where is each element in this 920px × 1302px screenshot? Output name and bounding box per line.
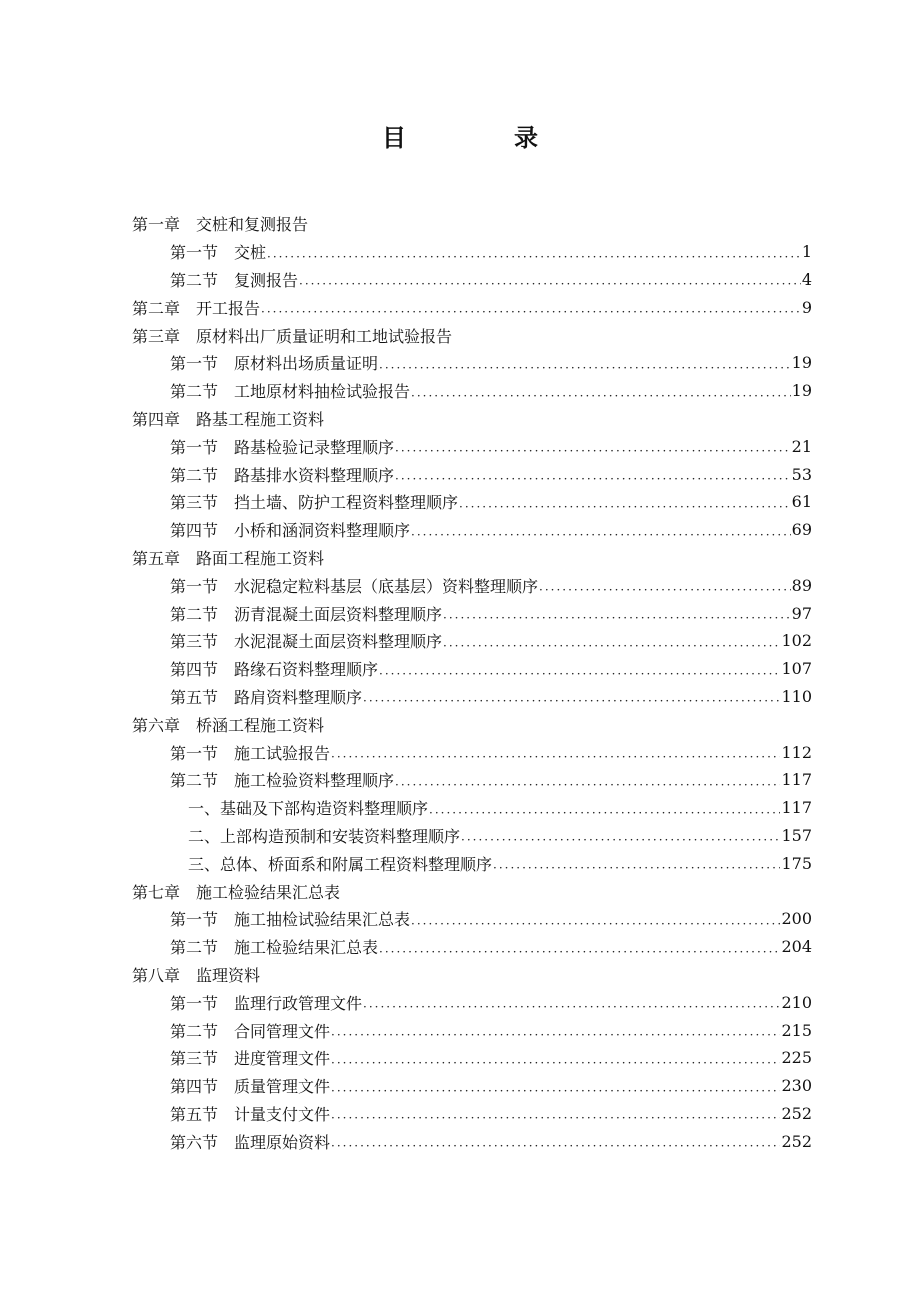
toc-entry-label: 第二节 — [170, 1021, 219, 1041]
toc-entry-label: 第四节 — [170, 660, 219, 680]
toc-entry-heading — [170, 1074, 330, 1097]
table-of-contents — [132, 210, 812, 1155]
toc-page-number: 252 — [781, 1131, 812, 1151]
toc-chapter-entry[interactable] — [132, 293, 812, 321]
toc-chapter-entry[interactable] — [132, 961, 812, 989]
toc-chapter-entry[interactable] — [132, 544, 812, 572]
toc-entry-text: 原材料出厂质量证明和工地试验报告 — [196, 326, 453, 346]
toc-section-entry[interactable] — [132, 488, 812, 516]
toc-leader-dots — [411, 385, 791, 401]
toc-leader-dots — [331, 746, 780, 762]
toc-entry-label: 第四节 — [170, 521, 219, 541]
toc-entry-heading — [170, 574, 538, 597]
toc-entry-heading — [188, 852, 492, 875]
toc-entry-text: 计量支付文件 — [234, 1104, 331, 1124]
toc-page-number: 19 — [791, 353, 812, 373]
toc-entry-heading — [170, 741, 330, 764]
toc-entry-text: 水泥稳定粒料基层（底基层）资料整理顺序 — [234, 576, 539, 596]
toc-entry-text: 基础及下部构造资料整理顺序 — [220, 799, 429, 819]
toc-page-number: 112 — [781, 742, 812, 762]
toc-entry-text: 施工抽检试验结果汇总表 — [234, 910, 411, 930]
toc-entry-label: 第二节 — [170, 465, 219, 485]
toc-section-entry[interactable] — [132, 349, 812, 377]
toc-entry-label: 第一节 — [170, 993, 219, 1013]
toc-page-number: 1 — [801, 242, 812, 262]
toc-entry-text: 合同管理文件 — [234, 1021, 331, 1041]
toc-entry-label: 第一节 — [170, 910, 219, 930]
toc-page-number: 157 — [781, 825, 812, 845]
toc-entry-label: 第二章 — [132, 298, 181, 318]
toc-page-number: 225 — [781, 1048, 812, 1068]
toc-chapter-entry[interactable] — [132, 710, 812, 738]
toc-entry-heading — [170, 268, 298, 291]
toc-leader-dots — [539, 579, 791, 595]
toc-section-entry[interactable] — [132, 377, 812, 405]
toc-page-number: 175 — [781, 853, 812, 873]
toc-entry-label: 第三节 — [170, 493, 219, 513]
toc-entry-heading — [170, 991, 362, 1014]
toc-entry-text: 交桩和复测报告 — [196, 215, 309, 235]
toc-subsection-entry[interactable] — [132, 822, 812, 850]
toc-entry-heading — [170, 351, 378, 374]
toc-chapter-entry[interactable] — [132, 877, 812, 905]
toc-entry-label: 第五节 — [170, 1104, 219, 1124]
toc-entry-text: 路肩资料整理顺序 — [234, 687, 363, 707]
toc-leader-dots — [379, 663, 780, 679]
toc-entry-label: 第四章 — [132, 409, 181, 429]
toc-leader-dots — [261, 301, 801, 317]
toc-entry-label: 第七章 — [132, 882, 181, 902]
toc-section-entry[interactable] — [132, 432, 812, 460]
toc-section-entry[interactable] — [132, 905, 812, 933]
toc-chapter-entry[interactable] — [132, 405, 812, 433]
toc-entry-label: 第二节 — [170, 270, 219, 290]
toc-page-number: 200 — [781, 909, 812, 929]
toc-leader-dots — [395, 468, 791, 484]
toc-entry-text: 质量管理文件 — [234, 1077, 331, 1097]
toc-entry-label: 第六章 — [132, 715, 181, 735]
toc-section-entry[interactable] — [132, 655, 812, 683]
page-title: 目 录 — [382, 123, 580, 152]
toc-entry-label: 三、 — [188, 854, 221, 874]
toc-section-entry[interactable] — [132, 238, 812, 266]
toc-leader-dots — [429, 802, 780, 818]
toc-entry-text: 沥青混凝土面层资料整理顺序 — [234, 604, 443, 624]
toc-leader-dots — [411, 913, 780, 929]
toc-entry-label: 第三节 — [170, 1049, 219, 1069]
toc-entry-text: 进度管理文件 — [234, 1049, 331, 1069]
toc-entry-text: 施工检验资料整理顺序 — [234, 771, 395, 791]
toc-leader-dots — [379, 357, 791, 373]
toc-section-entry[interactable] — [132, 1100, 812, 1128]
toc-chapter-entry[interactable] — [132, 321, 812, 349]
toc-leader-dots — [395, 440, 791, 456]
toc-entry-text: 路基工程施工资料 — [196, 409, 325, 429]
toc-leader-dots — [299, 273, 801, 289]
toc-entry-label: 第三节 — [170, 632, 219, 652]
toc-section-entry[interactable] — [132, 571, 812, 599]
toc-entry-label: 二、 — [188, 826, 221, 846]
toc-leader-dots — [411, 524, 791, 540]
toc-entry-label: 第一节 — [170, 437, 219, 457]
toc-entry-heading — [170, 240, 266, 263]
toc-entry-label: 第一章 — [132, 215, 181, 235]
toc-entry-text: 路基排水资料整理顺序 — [234, 465, 395, 485]
toc-page-number: 61 — [791, 492, 812, 512]
toc-section-entry[interactable] — [132, 1072, 812, 1100]
toc-page-number: 53 — [791, 464, 812, 484]
toc-entry-heading — [132, 407, 324, 430]
toc-entry-label: 第三章 — [132, 326, 181, 346]
toc-subsection-entry[interactable] — [132, 849, 812, 877]
toc-page-number: 117 — [781, 798, 812, 818]
toc-entry-heading — [132, 212, 308, 235]
toc-entry-text: 路面工程施工资料 — [196, 548, 325, 568]
toc-entry-heading — [170, 1019, 330, 1042]
toc-entry-heading — [170, 1046, 330, 1069]
toc-entry-heading — [170, 435, 394, 458]
toc-section-entry[interactable] — [132, 460, 812, 488]
toc-entry-text: 交桩 — [234, 243, 267, 263]
toc-section-entry[interactable] — [132, 766, 812, 794]
toc-page-number: 117 — [781, 770, 812, 790]
toc-page-number: 210 — [781, 992, 812, 1012]
toc-entry-heading — [170, 935, 378, 958]
toc-entry-label: 第二节 — [170, 938, 219, 958]
toc-entry-heading — [188, 796, 428, 819]
toc-entry-heading — [170, 379, 410, 402]
toc-section-entry[interactable] — [132, 683, 812, 711]
toc-entry-label: 第二节 — [170, 604, 219, 624]
toc-entry-text: 工地原材料抽检试验报告 — [234, 382, 411, 402]
toc-leader-dots — [395, 774, 780, 790]
toc-entry-heading — [132, 713, 324, 736]
toc-entry-label: 第四节 — [170, 1077, 219, 1097]
toc-leader-dots — [331, 1135, 780, 1151]
toc-entry-heading — [170, 629, 442, 652]
toc-page-number: 89 — [791, 575, 812, 595]
toc-page-number: 69 — [791, 520, 812, 540]
toc-leader-dots — [363, 690, 780, 706]
toc-page-number: 204 — [781, 937, 812, 957]
toc-chapter-entry[interactable] — [132, 210, 812, 238]
toc-entry-label: 第一节 — [170, 354, 219, 374]
toc-leader-dots — [331, 1080, 780, 1096]
toc-entry-label: 第二节 — [170, 382, 219, 402]
toc-page-number: 230 — [781, 1076, 812, 1096]
toc-entry-text: 路基检验记录整理顺序 — [234, 437, 395, 457]
toc-leader-dots — [379, 941, 780, 957]
toc-entry-text: 总体、桥面系和附属工程资料整理顺序 — [220, 854, 493, 874]
toc-leader-dots — [493, 857, 780, 873]
toc-entry-heading — [132, 963, 260, 986]
toc-entry-heading — [170, 685, 362, 708]
toc-entry-heading — [170, 1102, 330, 1125]
toc-page-number: 107 — [781, 659, 812, 679]
toc-entry-text: 施工试验报告 — [234, 743, 331, 763]
toc-entry-heading — [170, 518, 410, 541]
toc-page-number: 102 — [781, 631, 812, 651]
toc-page-number: 4 — [801, 269, 812, 289]
toc-entry-text: 开工报告 — [196, 298, 261, 318]
toc-page-number: 110 — [781, 686, 812, 706]
toc-entry-heading — [170, 657, 378, 680]
toc-leader-dots — [461, 829, 780, 845]
toc-entry-text: 监理原始资料 — [234, 1132, 331, 1152]
toc-entry-text: 监理资料 — [196, 965, 261, 985]
toc-entry-label: 一、 — [188, 799, 221, 819]
toc-entry-heading — [170, 768, 394, 791]
toc-entry-label: 第一节 — [170, 243, 219, 263]
toc-entry-heading — [170, 490, 458, 513]
toc-section-entry[interactable] — [132, 988, 812, 1016]
toc-entry-label: 第一节 — [170, 576, 219, 596]
toc-section-entry[interactable] — [132, 738, 812, 766]
toc-leader-dots — [363, 996, 780, 1012]
toc-entry-heading — [170, 1130, 330, 1153]
toc-page-number: 9 — [801, 297, 812, 317]
toc-section-entry[interactable] — [132, 627, 812, 655]
toc-entry-heading — [170, 602, 442, 625]
toc-section-entry[interactable] — [132, 266, 812, 294]
toc-leader-dots — [331, 1024, 780, 1040]
toc-entry-label: 第五章 — [132, 548, 181, 568]
toc-section-entry[interactable] — [132, 1016, 812, 1044]
toc-entry-label: 第一节 — [170, 743, 219, 763]
toc-entry-text: 小桥和涵洞资料整理顺序 — [234, 521, 411, 541]
toc-section-entry[interactable] — [132, 516, 812, 544]
toc-subsection-entry[interactable] — [132, 794, 812, 822]
toc-section-entry[interactable] — [132, 1127, 812, 1155]
toc-entry-heading — [132, 546, 324, 569]
toc-section-entry[interactable] — [132, 1044, 812, 1072]
toc-leader-dots — [443, 607, 791, 623]
toc-page-number: 19 — [791, 381, 812, 401]
toc-leader-dots — [267, 246, 801, 262]
toc-entry-heading — [188, 824, 460, 847]
toc-leader-dots — [331, 1107, 780, 1123]
toc-section-entry[interactable] — [132, 933, 812, 961]
toc-entry-label: 第八章 — [132, 965, 181, 985]
toc-entry-text: 桥涵工程施工资料 — [196, 715, 325, 735]
toc-page-number: 215 — [781, 1020, 812, 1040]
toc-entry-text: 原材料出场质量证明 — [234, 354, 379, 374]
toc-page-number: 252 — [781, 1103, 812, 1123]
toc-entry-text: 挡土墙、防护工程资料整理顺序 — [234, 493, 459, 513]
toc-entry-text: 水泥混凝土面层资料整理顺序 — [234, 632, 443, 652]
toc-entry-heading — [132, 324, 452, 347]
toc-leader-dots — [331, 1052, 780, 1068]
toc-entry-label: 第五节 — [170, 687, 219, 707]
toc-entry-text: 上部构造预制和安装资料整理顺序 — [220, 826, 461, 846]
toc-entry-text: 施工检验结果汇总表 — [234, 938, 379, 958]
toc-entry-heading — [132, 296, 260, 319]
toc-entry-heading — [170, 907, 410, 930]
toc-entry-label: 第二节 — [170, 771, 219, 791]
toc-entry-text: 复测报告 — [234, 270, 299, 290]
toc-section-entry[interactable] — [132, 599, 812, 627]
toc-leader-dots — [459, 496, 791, 512]
toc-entry-text: 路缘石资料整理顺序 — [234, 660, 379, 680]
toc-entry-label: 第六节 — [170, 1132, 219, 1152]
toc-entry-heading — [170, 463, 394, 486]
toc-leader-dots — [443, 635, 780, 651]
toc-page-number: 97 — [791, 603, 812, 623]
toc-page-number: 21 — [791, 436, 812, 456]
toc-entry-text: 监理行政管理文件 — [234, 993, 363, 1013]
toc-entry-text: 施工检验结果汇总表 — [196, 882, 341, 902]
toc-entry-heading — [132, 880, 340, 903]
